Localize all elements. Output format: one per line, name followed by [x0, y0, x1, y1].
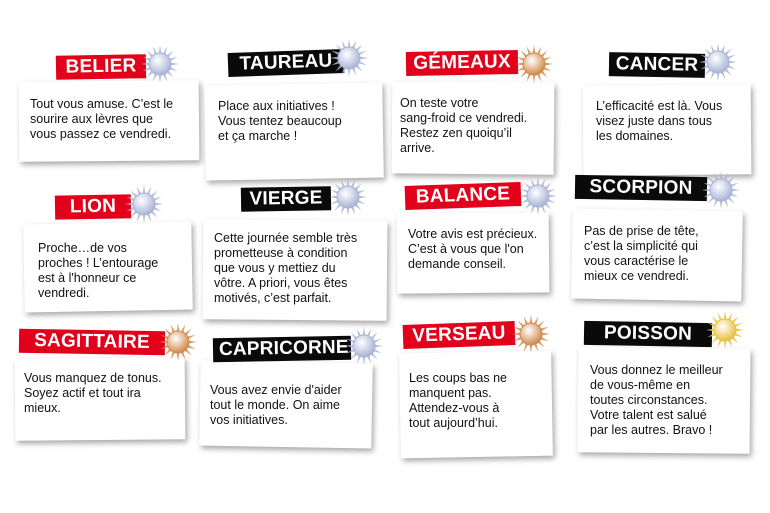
cancer-text: L’efficacité est là. Vous visez juste dans tous les domaines. — [596, 99, 723, 143]
sun-icon — [124, 184, 164, 224]
sun-icon — [701, 170, 741, 210]
sun-icon — [140, 44, 180, 84]
sign-label-gemeaux: GÉMEAUX — [406, 50, 518, 76]
sign-label-scorpion: SCORPION — [575, 175, 707, 201]
belier-text: Tout vous amuse. C’est le sourire aux lèvres que vous passez ce vendredi. — [30, 97, 174, 141]
sign-label-capricorne: CAPRICORNE — [213, 336, 351, 362]
sun-icon — [514, 44, 554, 84]
capricorne-text: Vous avez envie d'aider tout le monde. On aime vos initiatives. — [210, 383, 342, 427]
sign-label-balance: BALANCE — [405, 182, 522, 210]
sun-icon — [698, 42, 738, 82]
balance-text: Votre avis est précieux. C’est à vous que l'on demande conseil. — [408, 227, 538, 271]
sun-icon — [344, 326, 384, 366]
vierge-text: Cette journée semble très prometteuse à condition que vous y mettiez du vôtre. A priori, vous êtes motivés, c’est parfait. — [214, 231, 358, 305]
sign-label-sagittaire: SAGITTAIRE — [19, 329, 165, 356]
sign-label-vierge: VIERGE — [241, 186, 331, 212]
scorpion-text: Pas de prise de tête, c’est la simplicité qui vous caractérise le mieux ce vendredi. — [584, 224, 699, 283]
sun-icon — [158, 322, 198, 362]
sun-icon — [705, 310, 745, 350]
sagittaire-text: Vous manquez de tonus. Soyez actif et tout ira mieux. — [24, 371, 162, 415]
sun-icon — [329, 38, 369, 78]
sign-label-verseau: VERSEAU — [403, 321, 516, 349]
verseau-text: Les coups bas ne manquent pas. Attendez-vous à tout aujourd’hui. — [409, 371, 507, 430]
taureau-text: Place aux initiatives ! Vous tentez beaucoup et ça marche ! — [218, 99, 342, 143]
gemeaux-text: On teste votre sang-froid ce vendredi. Restez zen quoiqu’il arrive. — [400, 96, 528, 155]
sign-label-lion: LION — [55, 194, 131, 219]
sign-label-cancer: CANCER — [609, 52, 705, 78]
sign-label-poisson: POISSON — [584, 321, 712, 347]
sun-icon — [511, 314, 551, 354]
sun-icon — [328, 177, 368, 217]
sun-icon — [518, 176, 558, 216]
sign-label-belier: BELIER — [56, 54, 146, 80]
lion-text: Proche…de vos proches ! L’entourage est à l'honneur ce vendredi. — [38, 241, 159, 300]
poisson-text: Vous donnez le meilleur de vous-même en toutes circonstances. Votre talent est salué par les autres. Bravo ! — [590, 363, 723, 437]
sign-label-taureau: TAUREAU — [228, 49, 345, 77]
